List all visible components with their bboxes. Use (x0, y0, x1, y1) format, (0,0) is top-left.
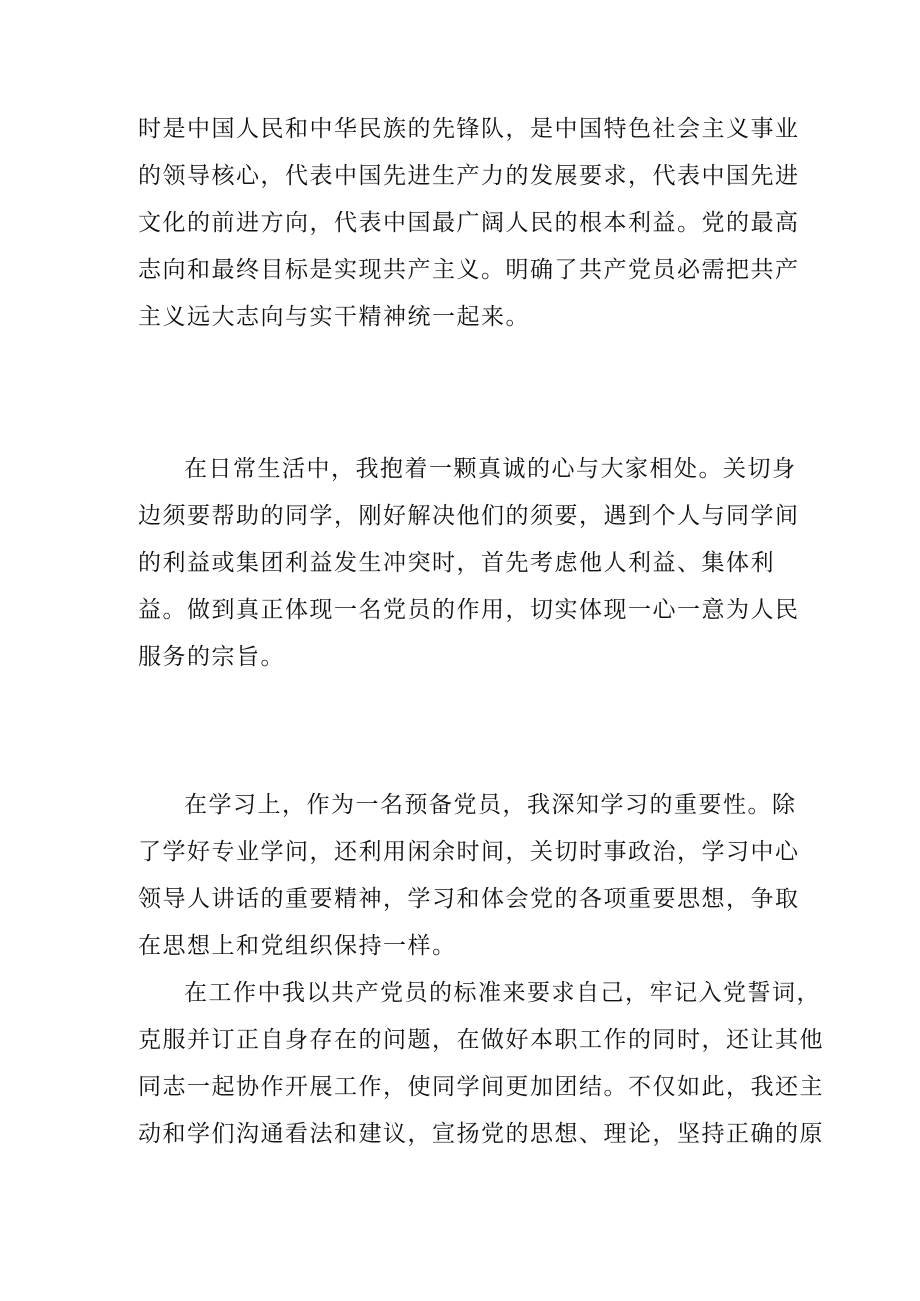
text-line: 在工作中我以共产党员的标准来要求自己，牢记入党誓词， (184, 980, 821, 1006)
text-line: 了学好专业学问，还利用闲余时间，关切时事政治，学习中心 (138, 839, 800, 865)
text-line: 的利益或集团利益发生冲突时，首先考虑他人利益、集体利 (138, 550, 775, 576)
text-line: 克服并订正自身存在的问题，在做好本职工作的同时，还让其他 (138, 1027, 824, 1053)
text-line: 在学习上，作为一名预备党员，我深知学习的重要性。除 (184, 792, 797, 818)
text-line: 在日常生活中，我抱着一颗真诚的心与大家相处。关切身 (184, 456, 797, 482)
paragraph-1 (138, 106, 800, 341)
paragraph-3 (138, 782, 800, 970)
text-line: 志向和最终目标是实现共产主义。明确了共产党员必需把共产 (138, 257, 800, 283)
paragraph-2 (138, 446, 800, 681)
text-line: 主义远大志向与实干精神统一起来。 (138, 304, 530, 330)
text-line: 文化的前进方向，代表中国最广阔人民的根本利益。党的最高 (138, 210, 800, 236)
text-line: 服务的宗旨。 (138, 644, 285, 670)
text-line: 的领导核心，代表中国先进生产力的发展要求，代表中国先进 (138, 163, 800, 189)
text-line: 领导人讲话的重要精神，学习和体会党的各项重要思想，争取 (138, 886, 800, 912)
paragraph-4 (138, 970, 824, 1158)
text-line: 同志一起协作开展工作，使同学间更加团结。不仅如此，我还主 (138, 1074, 824, 1100)
text-line: 时是中国人民和中华民族的先锋队，是中国特色社会主义事业 (138, 116, 800, 142)
text-line: 边须要帮助的同学，刚好解决他们的须要，遇到个人与同学间 (138, 503, 800, 529)
text-line: 益。做到真正体现一名党员的作用，切实体现一心一意为人民 (138, 597, 800, 623)
text-line: 在思想上和党组织保持一样。 (138, 933, 457, 959)
text-line: 动和学们沟通看法和建议，宣扬党的思想、理论，坚持正确的原 (138, 1121, 824, 1147)
